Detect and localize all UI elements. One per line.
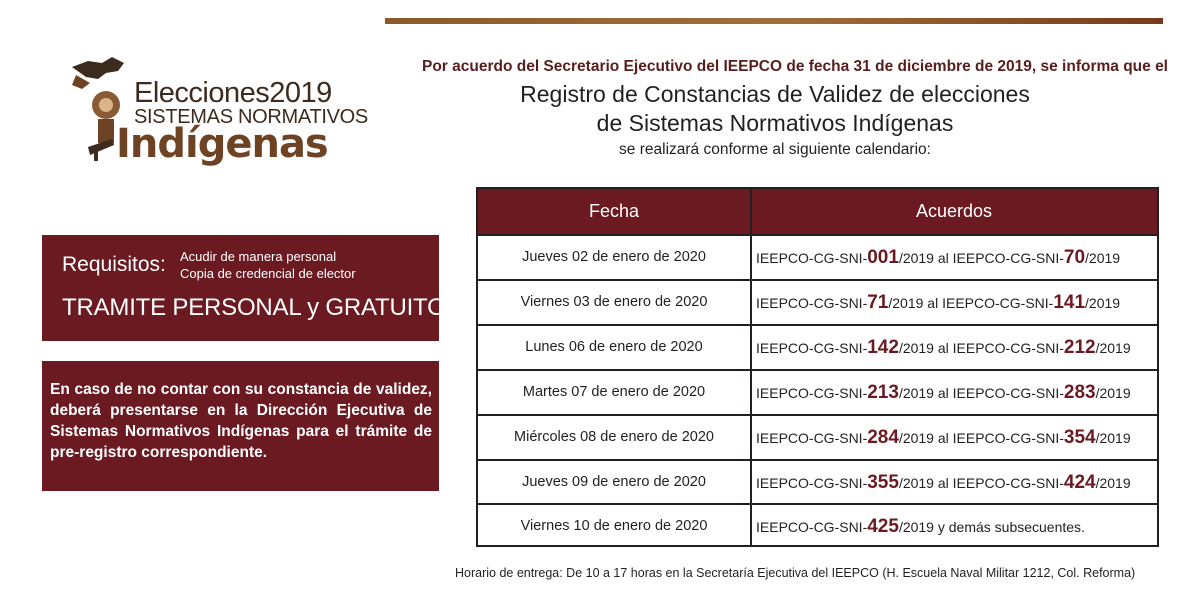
acuerdo-text: IEEPCO-CG-SNI- (756, 519, 868, 535)
top-decorative-bar (385, 18, 1163, 24)
date-cell: Martes 07 de enero de 2020 (522, 384, 706, 400)
acuerdo-number: 70 (1063, 247, 1086, 268)
acuerdo-number: 425 (867, 516, 899, 537)
acuerdo-text: /2019 (1095, 385, 1131, 401)
acuerdo-text: /2019 al IEEPCO-CG-SNI- (888, 295, 1054, 311)
elecciones-logo (68, 55, 368, 175)
acuerdo-text: /2019 (1085, 295, 1121, 311)
date-cell: Viernes 10 de enero de 2020 (520, 518, 708, 534)
table-row (478, 234, 1157, 278)
acuerdo-text: /2019 al IEEPCO-CG-SNI- (898, 340, 1064, 356)
date-cell: Viernes 03 de enero de 2020 (520, 294, 708, 310)
acuerdo-number: 283 (1063, 382, 1096, 403)
column-header-acuerdos: Acuerdos (915, 201, 993, 221)
acuerdo-text: /2019 (1095, 340, 1131, 356)
date-cell: Jueves 09 de enero de 2020 (522, 474, 706, 490)
date-cell: Lunes 06 de enero de 2020 (525, 339, 703, 355)
acuerdo-text: /2019 (1095, 430, 1131, 446)
table-row (478, 369, 1157, 413)
table-row (478, 414, 1157, 458)
acuerdo-text: /2019 y demás subsecuentes. (898, 519, 1085, 535)
calendar-table (476, 187, 1159, 547)
notice-text: Por acuerdo del Secretario Ejecutivo del IEEPCO de fecha 31 de diciembre de 2019, se informa que el (421, 58, 1168, 75)
acuerdo-number: 212 (1063, 337, 1096, 358)
acuerdo-cell (756, 416, 1154, 458)
acuerdo-number: 424 (1063, 472, 1096, 493)
logo-subtitle: SISTEMAS NORMATIVOS (134, 106, 368, 128)
acuerdo-number: 355 (867, 472, 899, 493)
acuerdo-number: 141 (1053, 292, 1086, 313)
acuerdo-text: IEEPCO-CG-SNI- (756, 475, 868, 491)
acuerdo-cell (756, 326, 1154, 368)
acuerdo-cell (756, 371, 1154, 413)
acuerdo-text: IEEPCO-CG-SNI- (756, 385, 868, 401)
acuerdo-text: /2019 al IEEPCO-CG-SNI- (898, 385, 1064, 401)
info-box (42, 361, 439, 491)
acuerdo-number: 284 (867, 427, 899, 448)
acuerdo-number: 71 (867, 292, 889, 313)
acuerdo-text: /2019 al IEEPCO-CG-SNI- (898, 250, 1064, 266)
date-cell: Jueves 02 de enero de 2020 (522, 249, 706, 265)
info-text: En caso de no contar con su constancia de validez, deberá presentarse en la Dirección Ejecutiva de Sistemas Normativos Indígenas para el trámite de pre-registro correspondiente. (50, 381, 432, 461)
acuerdo-text: /2019 (1095, 475, 1131, 491)
table-row (478, 503, 1157, 547)
acuerdo-number: 354 (1063, 427, 1096, 448)
acuerdo-text: /2019 (1085, 250, 1121, 266)
acuerdo-text: /2019 al IEEPCO-CG-SNI- (898, 475, 1064, 491)
tramite-title: TRAMITE PERSONAL y GRATUITO (62, 294, 446, 321)
logo-title: Elecciones2019 (134, 77, 332, 109)
acuerdo-cell (756, 505, 1154, 547)
main-title-line-3: se realizará conforme al siguiente calendario: (619, 141, 931, 158)
main-title-line-2: de Sistemas Normativos Indígenas (596, 110, 954, 136)
table-row (478, 459, 1157, 503)
acuerdo-text: IEEPCO-CG-SNI- (756, 430, 868, 446)
acuerdo-text: /2019 al IEEPCO-CG-SNI- (898, 430, 1064, 446)
requisito-item: Acudir de manera personal (180, 249, 337, 264)
acuerdo-number: 213 (867, 382, 899, 403)
schedule-footer: Horario de entrega: De 10 a 17 horas en la Secretaría Ejecutiva del IEEPCO (H. Escuela Naval Militar 1212, Col. Reforma) (455, 566, 1136, 580)
requisitos-label: Requisitos: (62, 253, 166, 276)
acuerdo-text: IEEPCO-CG-SNI- (756, 295, 868, 311)
acuerdo-number: 142 (867, 337, 899, 358)
column-divider (750, 189, 752, 545)
logo-indigenas: Indígenas (116, 121, 328, 167)
acuerdo-cell (756, 281, 1154, 323)
table-header (478, 189, 1157, 234)
table-row (478, 279, 1157, 323)
date-cell: Miércoles 08 de enero de 2020 (514, 429, 714, 445)
acuerdo-text: IEEPCO-CG-SNI- (756, 340, 868, 356)
acuerdo-text: IEEPCO-CG-SNI- (756, 250, 868, 266)
requisito-item: Copia de credencial de elector (180, 266, 356, 281)
column-header-fecha: Fecha (588, 201, 640, 221)
requisitos-list (180, 248, 356, 282)
requisitos-box (42, 235, 446, 341)
table-row (478, 324, 1157, 368)
acuerdo-number: 001 (867, 247, 899, 268)
main-title-line-1: Registro de Constancias de Validez de elecciones (520, 81, 1030, 107)
acuerdo-cell (756, 236, 1154, 278)
acuerdo-cell (756, 461, 1154, 503)
